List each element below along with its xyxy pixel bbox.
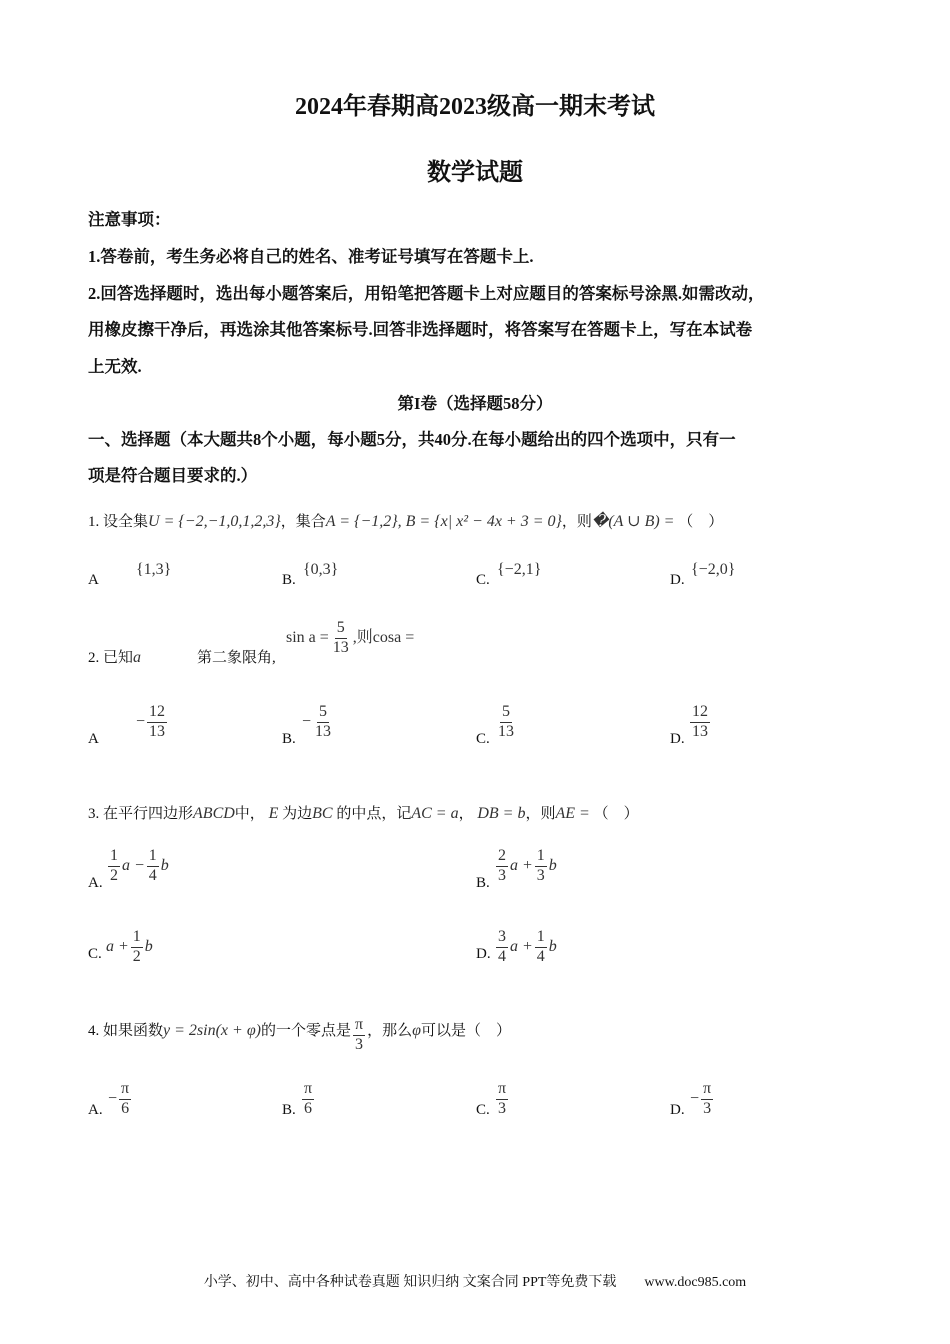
q3-option-b-coef2-den: 3 <box>536 866 545 884</box>
q2-option-d-den: 13 <box>692 722 708 740</box>
q1-option-b-value: {0,3} <box>303 561 339 578</box>
q4-option-a-fraction <box>119 1081 131 1118</box>
part1-line-1: 一、选择题（本大题共8个小题，每小题5分，共40分.在每小题给出的四个选项中，只有一 <box>88 430 736 449</box>
notes-item-1: 1.答卷前，考生务必将自己的姓名、准考证号填写在答题卡上. <box>88 247 534 266</box>
notes-item-2-line-3: 上无效. <box>88 357 142 376</box>
q1-universal-set: U = {−2,−1,0,1,2,3} <box>148 513 281 530</box>
q1-then: ，则 <box>561 514 592 530</box>
q2-condition <box>286 620 414 657</box>
q1-option-a-value: {1,3} <box>136 561 172 578</box>
q3-option-d-value <box>494 929 557 966</box>
q4-option-c-letter[interactable]: C. <box>476 1102 490 1118</box>
q1-option-b-letter[interactable]: B. <box>282 572 296 588</box>
q3-option-a-coef2-den: 4 <box>148 866 157 884</box>
q2-option-b-num: 5 <box>317 704 329 723</box>
q3-option-a-coef1-den: 2 <box>110 866 118 884</box>
q4-zero-den: 3 <box>355 1035 364 1053</box>
q2-option-c-value <box>494 704 518 741</box>
q1-mid: ，集合 <box>280 514 326 530</box>
q2-option-b-letter[interactable]: B. <box>282 731 296 747</box>
q1-answer-paren: （ ） <box>678 514 724 530</box>
q4-option-a-sign: − <box>108 1089 118 1107</box>
q4-option-c-num: π <box>496 1081 508 1100</box>
q2-option-d-letter[interactable]: D. <box>670 731 685 747</box>
q3-db-equals-b: DB = b <box>477 805 526 822</box>
q4-option-b-den: 6 <box>304 1099 313 1117</box>
q3-comma: ， <box>458 806 474 822</box>
q4-tail2: 可以是（ ） <box>420 1023 511 1039</box>
q2-option-a-num: 12 <box>147 704 167 723</box>
q3-option-b-coef1-den: 3 <box>498 866 506 884</box>
q3-option-b-coef1-num: 2 <box>496 848 508 867</box>
q4-option-b-num: π <box>302 1081 314 1100</box>
q3-option-d-var: b <box>548 937 557 955</box>
q2-quadrant-text: 第二象限角, <box>197 650 276 666</box>
exam-title: 2024年春期高2023级高一期末考试 <box>295 94 655 120</box>
q3-option-d-coef2 <box>535 929 547 966</box>
q3-option-b-coef2 <box>535 848 547 885</box>
q2-option-a-letter[interactable]: A <box>88 731 99 747</box>
q3-option-b-coef2-num: 1 <box>535 848 547 867</box>
q4-option-a-den: 6 <box>121 1099 130 1117</box>
q3-option-d-coef1-den: 4 <box>498 947 506 965</box>
q4-option-d-den: 3 <box>703 1099 712 1117</box>
q3-option-a-op: a − <box>122 856 145 874</box>
q4-mid: 的一个零点是 <box>261 1023 352 1039</box>
q1-option-c-letter[interactable]: C. <box>476 572 490 588</box>
q1-expression: �(A ∪ B) = <box>591 513 675 530</box>
q3-option-c-value <box>106 929 153 966</box>
q3-option-a-coef1 <box>108 848 120 885</box>
q2-variable: a <box>133 649 142 666</box>
q4-prefix: 4. 如果函数 <box>88 1023 164 1039</box>
q3-option-d-coef1 <box>496 929 508 966</box>
q3-option-b-op: a + <box>510 856 533 874</box>
q2-sin-num: 5 <box>335 620 347 639</box>
question-4 <box>88 1017 511 1054</box>
q2-option-a-fraction <box>147 704 167 741</box>
q3-option-a-letter[interactable]: A. <box>88 875 103 891</box>
q4-option-d-letter[interactable]: D. <box>670 1102 685 1118</box>
q3-option-d-coef2-den: 4 <box>536 947 545 965</box>
q2-option-a-sign: − <box>136 712 146 730</box>
q3-weibian: 为边 <box>282 806 313 822</box>
q3-option-c-op: a + <box>106 937 129 955</box>
q1-option-c-value: {−2,1} <box>497 561 542 578</box>
q3-option-a-coef2 <box>147 848 159 885</box>
notes-heading: 注意事项： <box>88 210 171 229</box>
q3-bc: BC <box>312 805 333 822</box>
q4-zero-num: π <box>353 1017 365 1036</box>
q4-function: y = 2sin(x + φ) <box>163 1022 261 1039</box>
q4-option-b-letter[interactable]: B. <box>282 1102 296 1118</box>
q3-option-d-coef1-num: 3 <box>496 929 508 948</box>
q2-option-c-letter[interactable]: C. <box>476 731 490 747</box>
q4-option-a-num: π <box>119 1081 131 1100</box>
q2-sin-den: 13 <box>332 638 349 656</box>
q2-option-c-num: 5 <box>500 704 512 723</box>
q3-option-c-letter[interactable]: C. <box>88 946 102 962</box>
q3-e: E <box>268 805 279 822</box>
q4-option-c-den: 3 <box>498 1099 507 1117</box>
q3-option-a-var: b <box>160 856 169 874</box>
q3-option-b-letter[interactable]: B. <box>476 875 490 891</box>
q3-ac-equals-a: AC = a <box>411 805 459 822</box>
q3-option-c-coef2-num: 1 <box>131 929 143 948</box>
q4-option-a-letter[interactable]: A. <box>88 1102 103 1118</box>
exam-subtitle: 数学试题 <box>427 160 523 186</box>
q2-option-d-fraction <box>690 704 710 741</box>
q2-option-b-den: 13 <box>315 722 332 740</box>
q3-option-d-coef2-num: 1 <box>535 929 547 948</box>
q2-option-c-fraction <box>496 704 516 741</box>
q3-option-c-var: b <box>144 937 153 955</box>
q2-prefix-block <box>88 646 141 667</box>
q2-prefix: 2. 已知 <box>88 650 134 666</box>
q3-midpoint: 的中点，记 <box>336 806 412 822</box>
q4-option-b-fraction <box>302 1081 314 1118</box>
part1-line-2: 项是符合题目要求的.） <box>88 466 258 485</box>
notes-item-2-line-2: 用橡皮擦干净后，再选涂其他答案标号.回答非选择题时，将答案写在答题卡上，写在本试卷 <box>88 320 753 339</box>
q3-zhong: 中， <box>234 806 265 822</box>
q3-option-b-var: b <box>548 856 557 874</box>
q2-option-b-value <box>302 704 335 741</box>
q4-option-c-fraction <box>496 1081 508 1118</box>
q4-phi: φ <box>412 1022 421 1039</box>
q4-option-d-sign: − <box>690 1089 700 1107</box>
q3-option-c-coef2-den: 2 <box>132 947 141 965</box>
q1-prefix: 1. 设全集 <box>88 514 149 530</box>
q2-option-a-den: 13 <box>149 722 166 740</box>
page-footer: 小学、初中、高中各种试卷真题 知识归纳 文案合同 PPT等免费下载 www.doc985.com <box>203 1275 747 1290</box>
q2-option-d-value <box>688 704 712 741</box>
q4-option-d-value <box>690 1081 715 1118</box>
q3-option-a-coef2-num: 1 <box>147 848 159 867</box>
q4-option-d-fraction <box>701 1081 713 1118</box>
q2-option-a-value <box>136 704 169 741</box>
q3-prefix: 3. 在平行四边形 <box>88 806 194 822</box>
q3-answer-paren: （ ） <box>593 806 639 822</box>
q3-option-a-value <box>106 848 169 885</box>
q3-option-d-letter[interactable]: D. <box>476 946 491 962</box>
q4-option-c-value <box>494 1081 510 1118</box>
q3-option-a-coef1-num: 1 <box>108 848 120 867</box>
q3-option-b-coef1 <box>496 848 508 885</box>
q3-option-d-op: a + <box>510 937 533 955</box>
q1-sets: A = {−1,2}, B = {x| x² − 4x + 3 = 0} <box>325 513 562 530</box>
q4-option-a-value <box>108 1081 133 1118</box>
q3-abcd: ABCD <box>193 805 235 822</box>
q2-option-b-fraction <box>313 704 333 741</box>
q2-sin-lhs: sin a = <box>286 628 329 646</box>
notes-item-2-line-1: 2.回答选择题时，选出每小题答案后，用铅笔把答题卡上对应题目的答案标号涂黑.如需改动， <box>88 284 765 303</box>
q4-tail: ，那么 <box>367 1023 413 1039</box>
q4-option-d-num: π <box>701 1081 713 1100</box>
q1-option-d-value: {−2,0} <box>691 561 736 578</box>
q2-sin-fraction <box>331 620 351 657</box>
question-1 <box>88 510 723 531</box>
q4-option-b-value <box>300 1081 316 1118</box>
question-3 <box>88 802 639 823</box>
q2-option-b-sign: − <box>302 712 312 730</box>
q3-then: ，则 <box>525 806 556 822</box>
q4-zero-fraction <box>353 1017 365 1054</box>
q1-option-a-letter[interactable]: A <box>88 572 99 588</box>
q2-option-d-num: 12 <box>690 704 710 723</box>
q2-tail: ,则cosa = <box>352 628 415 646</box>
q3-ae: AE = <box>555 805 590 822</box>
q1-option-d-letter[interactable]: D. <box>670 572 685 588</box>
q2-option-c-den: 13 <box>498 722 514 740</box>
section-title: 第I卷（选择题58分） <box>397 394 553 413</box>
q3-option-b-value <box>494 848 557 885</box>
q3-option-c-coef2 <box>131 929 143 966</box>
